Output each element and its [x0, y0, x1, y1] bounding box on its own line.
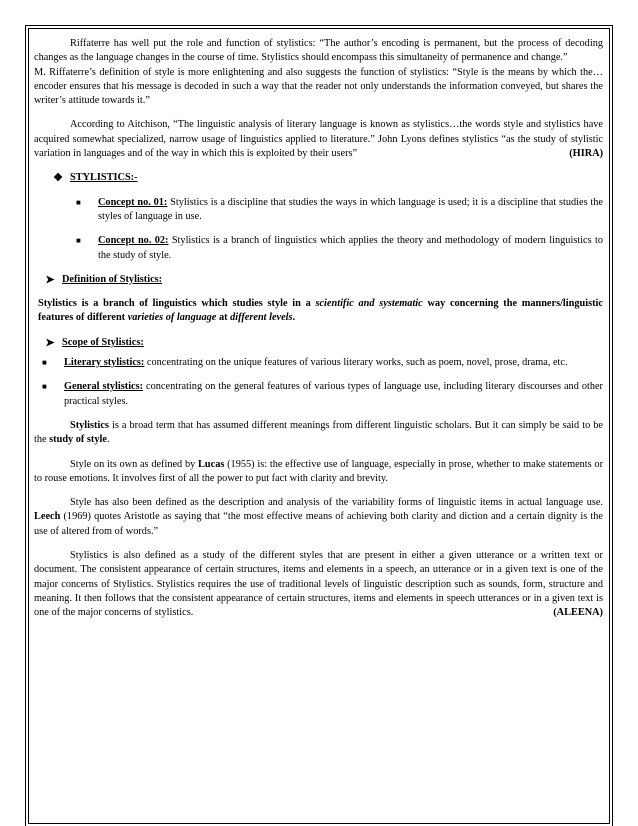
square-bullet-icon: ■ [76, 236, 81, 246]
paragraph-leech: Style has also been defined as the description and analysis of the variability forms of linguistic items in actual language use. Leech (1969) quotes Aristotle as saying that “the most effective means of achieving both clarity and diction and a certain dignity is the use of altered from of words.” [34, 497, 603, 537]
author-hira: (HIRA) [569, 148, 603, 160]
square-bullet-icon: ■ [76, 197, 81, 207]
scope-item: ■ Literary stylistics: concentrating on the unique features of various literary works, such as poem, novel, prose, drama, etc. [34, 356, 603, 370]
paragraph-stylistics-broad: Stylistics is a broad term that has assumed different meanings from different linguistic scholars. But it can simply be said to be the study of style. [34, 419, 603, 446]
heading-definition: ➤ Definition of Stylistics: [34, 273, 603, 287]
square-bullet-icon: ■ [42, 358, 47, 368]
document-body [34, 37, 603, 621]
heading-scope: ➤ Scope of Stylistics: [34, 336, 603, 350]
arrow-bullet-icon: ➤ [45, 273, 55, 286]
arrow-bullet-icon: ➤ [45, 336, 55, 349]
diamond-bullet-icon: ❖ [53, 172, 63, 185]
paragraph-aitchison: According to Aitchison, “The linguistic analysis of literary language is known as stylistics…the words style and stylistics have acquired somewhat specialized, narrow usage of linguistics applied to literature.” John Lyons defines stylistics “as the study of stylistic variation in languages and of the way in which this is exploited by their users” (HIRA) [34, 118, 603, 161]
concept-item: ■ Concept no. 01: Stylistics is a discipline that studies the ways in which language is used; it is a discipline that studies the styles of language in use. [34, 196, 603, 225]
scope-item: ■ General stylistics: concentrating on the general features of various types of language use, including literary discourses and other practical styles. [34, 380, 603, 409]
definition-text: Stylistics is a branch of linguistics which studies style in a scientific and systematic way concerning the manners/linguistic features of different varieties of language at different levels. [38, 298, 603, 324]
author-aleena: (ALEENA) [553, 607, 603, 619]
heading-stylistics: ❖ STYLISTICS:- [34, 171, 603, 185]
paragraph-lucas: Style on its own as defined by Lucas (1955) is: the effective use of language, especially in prose, whether to make statements or to rouse emotions. It involves first of all the power to put fact with clarity and brevity. [34, 458, 603, 484]
square-bullet-icon: ■ [42, 382, 47, 392]
concept-item: ■ Concept no. 02: Stylistics is a branch of linguistics which applies the theory and methodology of modern linguistics to the study of style. [34, 234, 603, 263]
paragraph-stylistics-study: Stylistics is also defined as a study of the different styles that are present in either a given utterance or a written text or document. The consistent appearance of certain structures, items and elements in a speech, an utterance or in a given text is one of the major concerns of Stylistics. Stylistics requires the use of traditional levels of linguistic description such as sounds, form, structure and meaning. It then follows that the consistent appearance of certain structures, items and elements in speech utterances or in a given text is one of the major concerns of stylistics. (ALEENA) [34, 549, 603, 620]
paragraph-riffaterre-definition: M. Riffaterre’s definition of style is more enlightening and also suggests the function of stylistics: “Style is the means by which the… encoder ensures that his message is decoded in such a way that the reader not only understands the information conveyed, but shares the writer’s attitude towards it.” [34, 66, 603, 107]
paragraph-riffaterre-role: Riffaterre has well put the role and function of stylistics: “The author’s encoding is permanent, but the process of decoding changes as the language changes in the course of time. Stylistics should encompass this simultaneity of permanence and change.” [34, 38, 603, 64]
